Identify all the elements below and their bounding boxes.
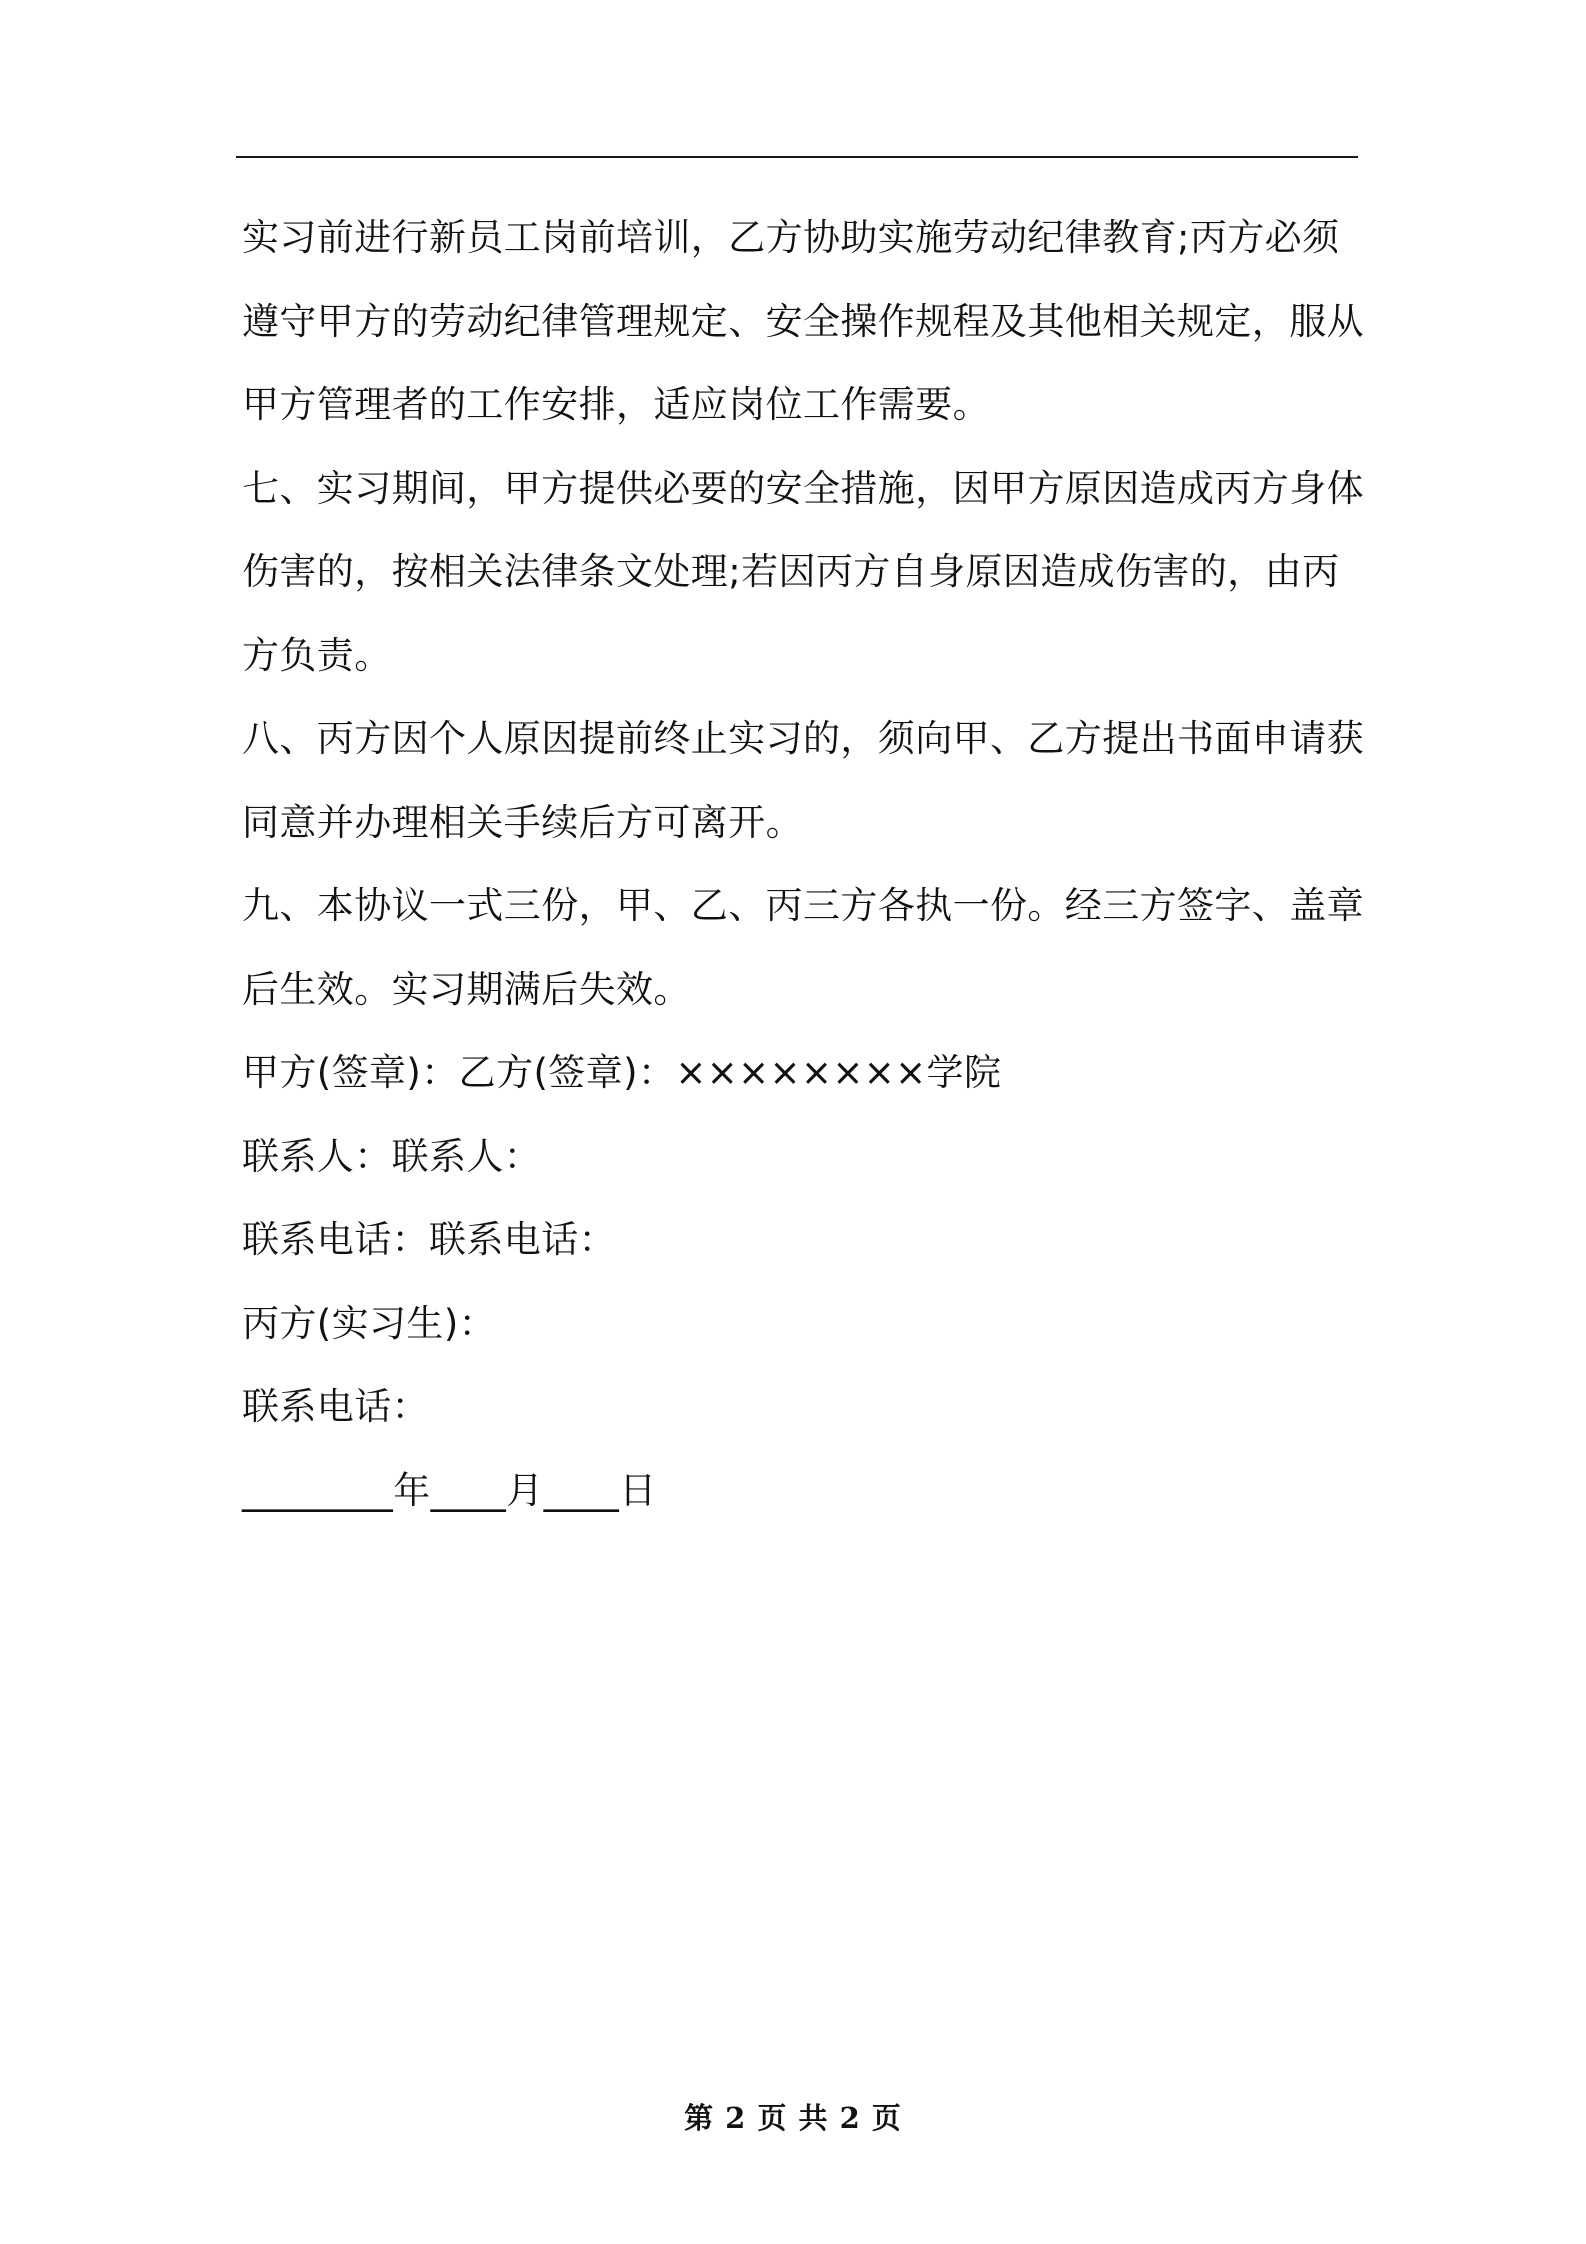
header-rule — [236, 156, 1358, 158]
clause-9-line: 后生效。实习期满后失效。 — [242, 967, 691, 1011]
paragraph-line: 遵守甲方的劳动纪律管理规定、安全操作规程及其他相关规定，服从 — [242, 299, 1364, 343]
intern-party-line: 丙方(实习生)： — [242, 1301, 497, 1345]
clause-9-line: 九、本协议一式三份，甲、乙、丙三方各执一份。经三方签字、盖章 — [242, 884, 1364, 927]
clause-8-line: 八、丙方因个人原因提前终止实习的，须向甲、乙方提出书面申请获 — [242, 717, 1364, 760]
contact-person-line: 联系人：联系人： — [242, 1134, 542, 1178]
paragraph-line: 甲方管理者的工作安排，适应岗位工作需要。 — [242, 383, 990, 426]
paragraph-line: 实习前进行新员工岗前培训，乙方协助实施劳动纪律教育;丙方必须 — [242, 216, 1340, 259]
clause-7-line: 七、实习期间，甲方提供必要的安全措施，因甲方原因造成丙方身体 — [242, 466, 1364, 510]
page-number-footer: 第 2 页 共 2 页 — [684, 2101, 902, 2135]
intern-phone-line: 联系电话： — [242, 1385, 429, 1428]
signature-party-line: 甲方(签章)：乙方(签章)：××××××××学院 — [242, 1051, 1002, 1094]
clause-7-line: 方负责。 — [242, 633, 392, 677]
contact-phone-line: 联系电话：联系电话： — [242, 1218, 616, 1261]
clause-8-line: 同意并办理相关手续后方可离开。 — [242, 800, 803, 844]
date-line: ________年____月____日 — [242, 1468, 657, 1512]
agreement-body — [242, 196, 1362, 1532]
clause-7-line: 伤害的，按相关法律条文处理;若因丙方自身原因造成伤害的，由丙 — [242, 550, 1340, 593]
